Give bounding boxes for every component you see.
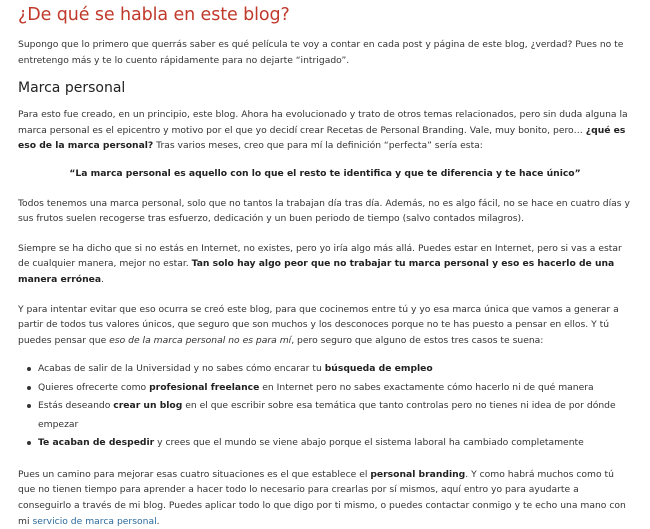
definition-quote: “La marca personal es aquello con lo que el resto te identifica y que te diferencia y te hace único” (69, 167, 581, 179)
item-bold: profesional freelance (149, 381, 260, 393)
item-bold: búsqueda de empleo (324, 363, 433, 375)
list-item (38, 434, 632, 453)
item-bold: crear un blog (113, 400, 183, 412)
item-text: en Internet pero no sabes exactamente cómo hacerlo ni de qué manera (259, 381, 594, 393)
bullet-icon (27, 441, 31, 445)
list-item (38, 397, 632, 434)
item-text: Acabas de salir de la Universidad y no sabes cómo encarar tu (38, 363, 325, 375)
paragraph-text: Para esto fue creado, en un principio, este blog. Ahora ha evolucionado y trato de otros temas relacionados, pero sin duda alguna la marca personal es el epicentro y motivo por el que yo decidí crear Recetas de Personal Branding. Vale, muy bonito, pero… (18, 109, 628, 136)
paragraph-text: Siempre se ha dicho que si no estás en Internet, no existes, pero yo iría algo más allá. Puedes estar en Internet, pero si vas a estar de cualquier manera, mejor no estar. (18, 242, 622, 270)
paragraph-text: Pues un camino para mejorar esas cuatro situaciones es el que establece el (18, 468, 371, 480)
list-item (38, 379, 632, 398)
purpose-paragraph (18, 302, 632, 349)
paragraph-text: . (101, 273, 104, 285)
section-heading: Marca personal (18, 80, 126, 97)
bullet-icon (27, 386, 31, 390)
closing-paragraph (18, 467, 632, 529)
paragraph-text: Y para intentar evitar que eso ocurra se creó este blog, para que cocinemos entre tú y yo esa marca única que vamos a generar a partir de todos tus valores únicos, que seguro que son muchos y los desconoces porque no te has puesto a pensar en ellos. Y tú puedes pensar que (18, 303, 619, 346)
item-text: Estás deseando (38, 400, 114, 412)
bold-term: personal branding (370, 468, 466, 480)
definition-paragraph (18, 107, 632, 154)
list-item (38, 360, 632, 379)
paragraph-text: Tras varios meses, creo que para mí la definición “perfecta” sería esta: (153, 140, 483, 152)
paragraph-text: . Y como habrá muchos como tú que no tienen tiempo para aprender a hacer todo lo necesario para crearlas por sí mismos, aquí entro yo para ayudarte a conseguirlo a través de mi blog. Puedes aplicar todo lo que digo por ti mismo, o puedes contactar conmigo y te echo una mano con mi (18, 468, 626, 527)
item-text: y crees que el mundo se viene abajo porque el sistema laboral ha cambiado completamente (154, 437, 584, 449)
item-text: en el que escribir sobre esa temática que tanto controlas pero no tienes ni idea de por dónde empezar (38, 400, 616, 430)
intro-paragraph: Supongo que lo primero que querrás saber es qué película te voy a contar en cada post y página de este blog, ¿verdad? Pues no te entretengo más y te lo cuento rápidamente para no dejarte “intrigado”. (18, 39, 624, 66)
bold-statement: Tan solo hay algo peor que no trabajar tu marca personal y eso es hacerlo de una manera errónea (18, 258, 615, 285)
item-text: Quieres ofrecerte como (38, 381, 150, 393)
cases-list (18, 360, 632, 453)
bullet-icon (27, 367, 31, 371)
paragraph-text: . (156, 515, 160, 527)
internet-paragraph (18, 241, 632, 288)
item-bold: Te acaban de despedir (38, 437, 155, 449)
bullet-icon (27, 404, 31, 408)
page-title: ¿De qué se habla en este blog? (18, 5, 290, 25)
service-link[interactable]: servicio de marca personal (32, 515, 157, 527)
paragraph-text: , pero seguro que alguno de estos tres casos te suena: (291, 334, 544, 346)
everyone-paragraph: Todos tenemos una marca personal, solo que no tantos la trabajan día tras día. Además, no es algo fácil, no se hace en cuatro días y sus frutos suelen recogerse tras esfuerzo, dedicación y un buen periodo de tiempo (salvo contados milagros). (18, 197, 630, 225)
bold-question: ¿qué es eso de la marca personal? (18, 124, 626, 152)
italic-phrase: eso de la marca personal no es para mí (109, 334, 292, 346)
